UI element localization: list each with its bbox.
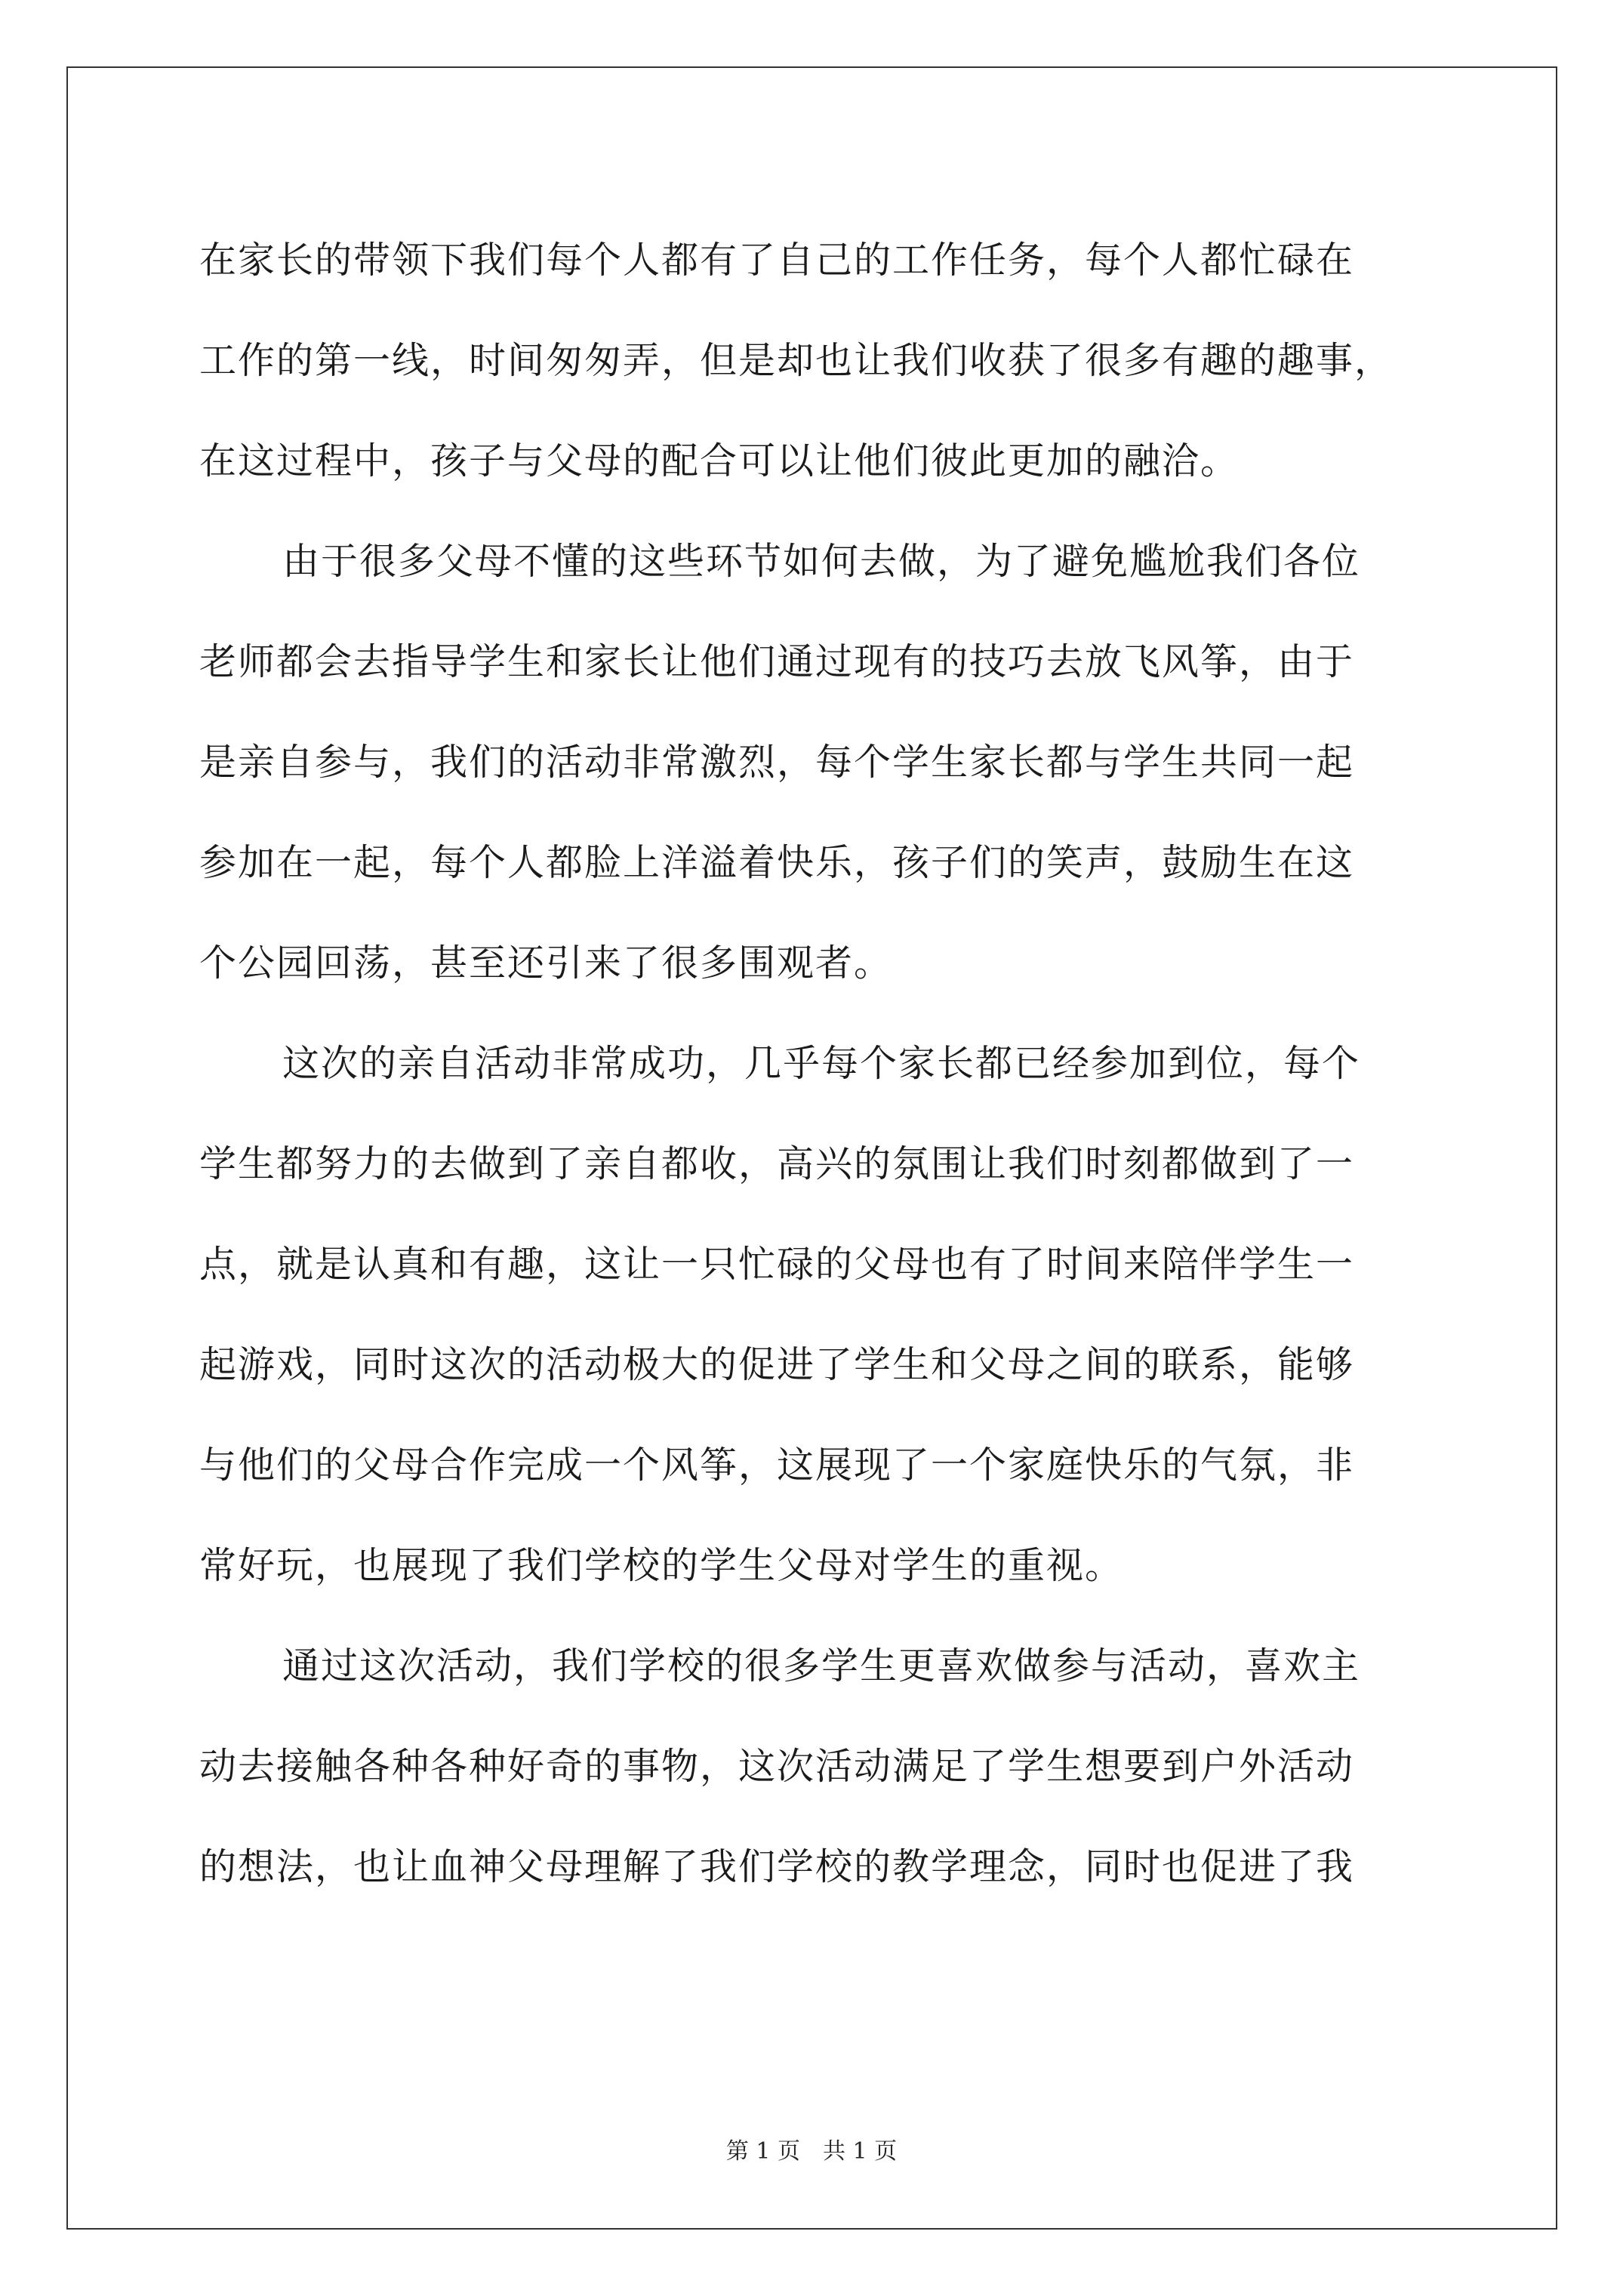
document-body (199, 210, 1430, 1917)
text-line: 在家长的带领下我们每个人都有了自己的工作任务，每个人都忙碌在 (199, 239, 1355, 282)
text-line: 个公园回荡，甚至还引来了很多围观者。 (199, 942, 893, 985)
text-line: 由于很多父母不懂的这些环节如何去做，为了避免尴尬我们各位 (282, 540, 1361, 583)
text-line: 动去接触各种各种好奇的事物，这次活动满足了学生想要到户外活动 (199, 1745, 1355, 1788)
text-line: 常好玩，也展现了我们学校的学生父母对学生的重视。 (199, 1544, 1124, 1587)
text-line: 参加在一起，每个人都脸上洋溢着快乐，孩子们的笑声，鼓励生在这 (199, 841, 1355, 884)
text-line: 是亲自参与，我们的活动非常激烈，每个学生家长都与学生共同一起 (199, 741, 1355, 784)
text-line: 点，就是认真和有趣，这让一只忙碌的父母也有了时间来陪伴学生一 (199, 1243, 1355, 1286)
page-number-footer: 第 1 页 共 1 页 (725, 2138, 898, 2165)
text-line: 工作的第一线，时间匆匆弄，但是却也让我们收获了很多有趣的趣事， (199, 339, 1394, 382)
text-line: 与他们的父母合作完成一个风筝，这展现了一个家庭快乐的气氛，非 (199, 1444, 1355, 1487)
text-line: 通过这次活动，我们学校的很多学生更喜欢做参与活动，喜欢主 (282, 1644, 1361, 1687)
text-line: 起游戏，同时这次的活动极大的促进了学生和父母之间的联系，能够 (199, 1343, 1355, 1386)
text-line: 老师都会去指导学生和家长让他们通过现有的技巧去放飞风筝，由于 (199, 640, 1355, 683)
text-line: 在这过程中，孩子与父母的配合可以让他们彼此更加的融洽。 (199, 439, 1240, 482)
text-line: 学生都努力的去做到了亲自都收，高兴的氛围让我们时刻都做到了一 (199, 1142, 1355, 1185)
text-line: 的想法，也让血神父母理解了我们学校的教学理念，同时也促进了我 (199, 1845, 1355, 1888)
text-line: 这次的亲自活动非常成功，几乎每个家长都已经参加到位，每个 (282, 1042, 1361, 1085)
